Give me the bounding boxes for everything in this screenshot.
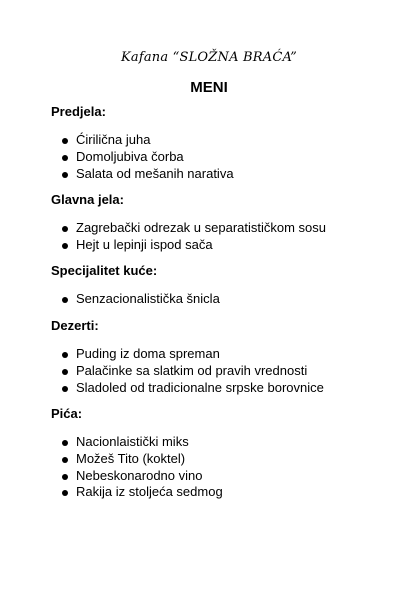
bullet-icon (62, 386, 68, 392)
item-label: Puding iz doma spreman (76, 346, 220, 361)
section-title: Predjela: (51, 104, 106, 119)
bullet-icon (62, 226, 68, 232)
item-label: Hejt u lepinji ispod sača (76, 236, 213, 252)
list-item (51, 237, 411, 254)
item-list (51, 220, 411, 254)
bullet-icon (62, 352, 68, 358)
list-item (51, 166, 411, 183)
bullet-icon (62, 474, 68, 480)
item-label: Ćirilična juha (76, 132, 151, 147)
item-list (51, 291, 411, 308)
bullet-icon (62, 155, 68, 161)
item-label: Rakija iz stoljeća sedmog (76, 484, 223, 500)
item-label: Salata od mešanih narativa (76, 165, 234, 181)
item-label: Sladoled od tradicionalne srpske borovnice (76, 379, 324, 395)
section-desserts (51, 318, 411, 396)
bullet-icon (62, 243, 68, 249)
menu-title: MENI (190, 79, 228, 96)
item-list (51, 434, 411, 501)
section-title: Dezerti: (51, 318, 99, 333)
list-item (51, 434, 411, 451)
list-item (51, 132, 411, 149)
cafe-name: Kafana “SLOŽNA BRAĆA” (120, 50, 298, 65)
item-label: Domoljubiva čorba (76, 148, 184, 164)
list-item (51, 451, 411, 468)
section-drinks (51, 406, 411, 501)
item-label: Zagrebački odrezak u separatističkom sosu (76, 220, 327, 235)
bullet-icon (62, 297, 68, 303)
item-label: Nebeskonarodno vino (76, 467, 203, 483)
list-item (51, 363, 411, 380)
item-label: Nacionlaistički miks (76, 434, 189, 449)
section-title: Glavna jela: (51, 192, 124, 207)
list-item (51, 346, 411, 363)
section-title: Specijalitet kuće: (51, 263, 158, 278)
item-list (51, 132, 411, 182)
list-item (51, 220, 411, 237)
list-item (51, 380, 411, 397)
item-list (51, 346, 411, 396)
bullet-icon (62, 172, 68, 178)
item-label: Senzacionalistička šnicla (76, 291, 220, 306)
section-main-courses (51, 192, 411, 254)
bullet-icon (62, 138, 68, 144)
section-appetizers (51, 104, 411, 182)
bullet-icon (62, 369, 68, 375)
list-item (51, 468, 411, 485)
bullet-icon (62, 457, 68, 463)
section-house-specialty (51, 263, 411, 308)
item-label: Palačinke sa slatkim od pravih vrednosti (76, 362, 308, 378)
list-item (51, 149, 411, 166)
section-title: Pića: (51, 406, 83, 421)
bullet-icon (62, 490, 68, 496)
item-label: Možeš Tito (koktel) (76, 450, 186, 466)
list-item (51, 484, 411, 501)
list-item (51, 291, 411, 308)
bullet-icon (62, 440, 68, 446)
